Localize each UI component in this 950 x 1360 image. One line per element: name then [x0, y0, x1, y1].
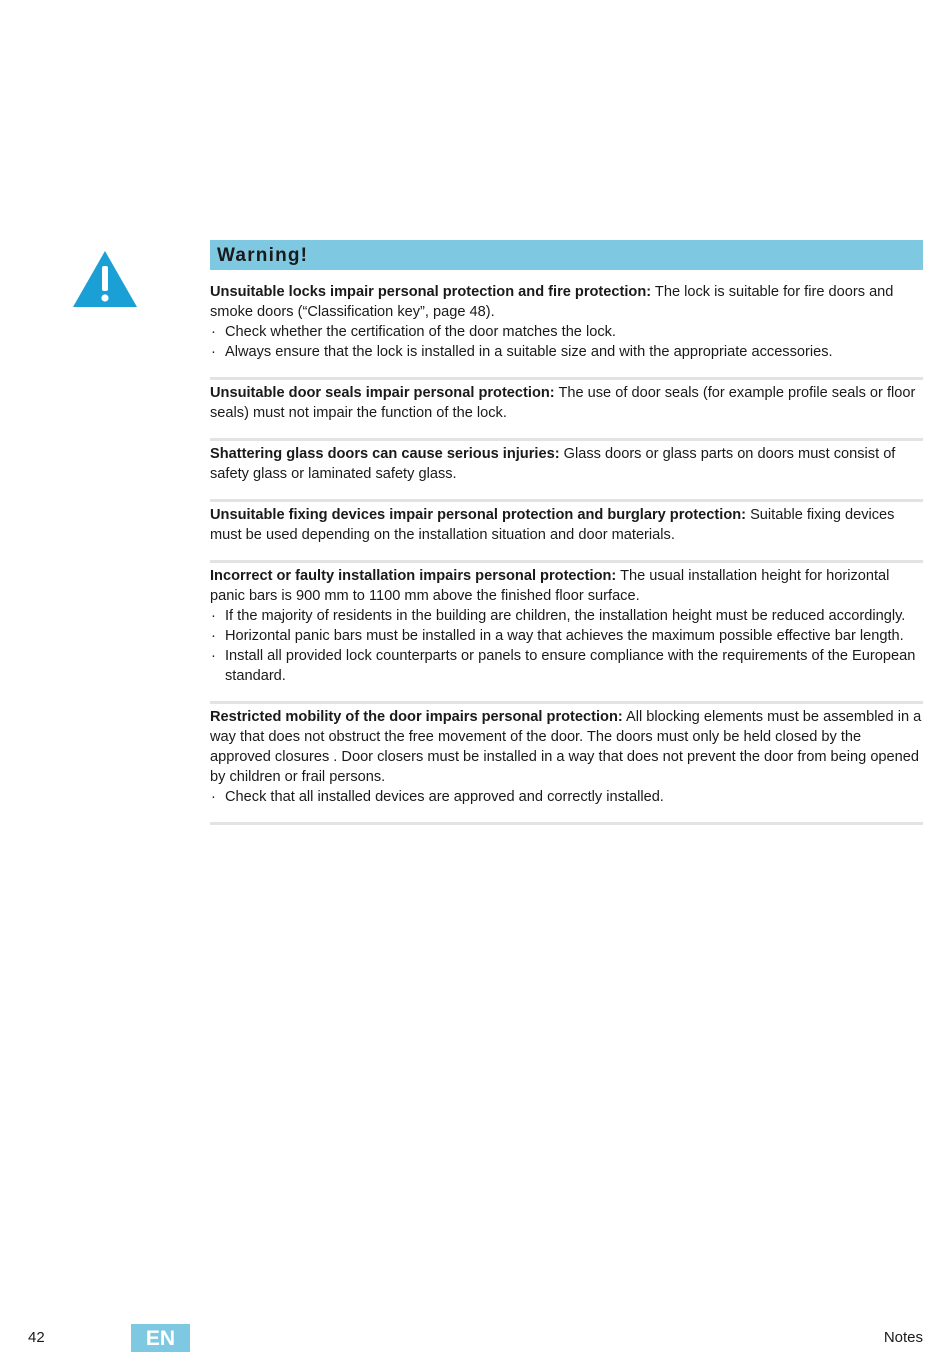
bullet-item: · Horizontal panic bars must be installed in a way that achieves the maximum possible effective bar length.: [210, 626, 923, 646]
warning-section: [210, 444, 923, 484]
warning-section: [210, 282, 923, 362]
section-divider: [210, 499, 923, 502]
bullet-item: · Check that all installed devices are approved and correctly installed.: [210, 787, 923, 807]
section-heading: Restricted mobility of the door impairs personal protection:: [210, 709, 623, 725]
section-divider: [210, 560, 923, 563]
bullet-item: · Check whether the certification of the door matches the lock.: [210, 322, 923, 342]
bullet-list: [210, 787, 923, 807]
warning-box: [210, 240, 923, 828]
section-paragraph: [210, 282, 923, 322]
section-text: The usual installation height for horizontal panic bars is 900 mm to 1100 mm above the finished floor surface.: [210, 568, 890, 604]
section-heading: Unsuitable door seals impair personal protection:: [210, 385, 555, 401]
section-divider: [210, 701, 923, 704]
warning-section: [210, 505, 923, 545]
section-paragraph: [210, 505, 923, 545]
bullet-item: · Always ensure that the lock is installed in a suitable size and with the appropriate accessories.: [210, 342, 923, 362]
bullet-list: [210, 322, 923, 362]
section-text: The use of door seals (for example profile seals or floor seals) must not impair the function of the lock.: [210, 385, 916, 421]
section-paragraph: [210, 383, 923, 423]
section-heading: Unsuitable locks impair personal protection and fire protection:: [210, 284, 652, 300]
section-heading: Incorrect or faulty installation impairs personal protection:: [210, 568, 617, 584]
section-text: Glass doors or glass parts on doors must consist of safety glass or laminated safety glass.: [210, 446, 896, 482]
warning-title: Warning!: [210, 240, 923, 270]
section-divider: [210, 438, 923, 441]
warning-sections: [210, 282, 923, 825]
section-paragraph: [210, 444, 923, 484]
bullet-item: · Install all provided lock counterparts or panels to ensure compliance with the requirements of the European standard.: [210, 646, 923, 686]
section-text: Suitable fixing devices must be used depending on the installation situation and door materials.: [210, 507, 895, 543]
section-label: Notes: [883, 1329, 923, 1346]
section-paragraph: [210, 566, 923, 606]
section-heading: Shattering glass doors can cause serious injuries:: [210, 446, 560, 462]
warning-section: [210, 566, 923, 686]
bullet-item: · If the majority of residents in the building are children, the installation height must be reduced accordingly.: [210, 606, 923, 626]
section-text: All blocking elements must be assembled in a way that does not obstruct the free movement of the door. The doors must only be held closed by the approved closures . Door closers must be installed in a way that does not prevent the door from being opened by children or frail persons.: [210, 709, 922, 785]
section-heading: Unsuitable fixing devices impair personal protection and burglary protection:: [210, 507, 747, 523]
warning-section: [210, 707, 923, 807]
language-badge: EN: [131, 1324, 190, 1352]
section-divider: [210, 377, 923, 380]
bullet-list: [210, 606, 923, 686]
section-text: The lock is suitable for fire doors and smoke doors (“Classification key”, page 48).: [210, 284, 894, 320]
section-paragraph: [210, 707, 923, 787]
warning-triangle-icon: [72, 250, 138, 308]
section-divider: [210, 822, 923, 825]
page-number: 42: [28, 1329, 45, 1346]
warning-section: [210, 383, 923, 423]
